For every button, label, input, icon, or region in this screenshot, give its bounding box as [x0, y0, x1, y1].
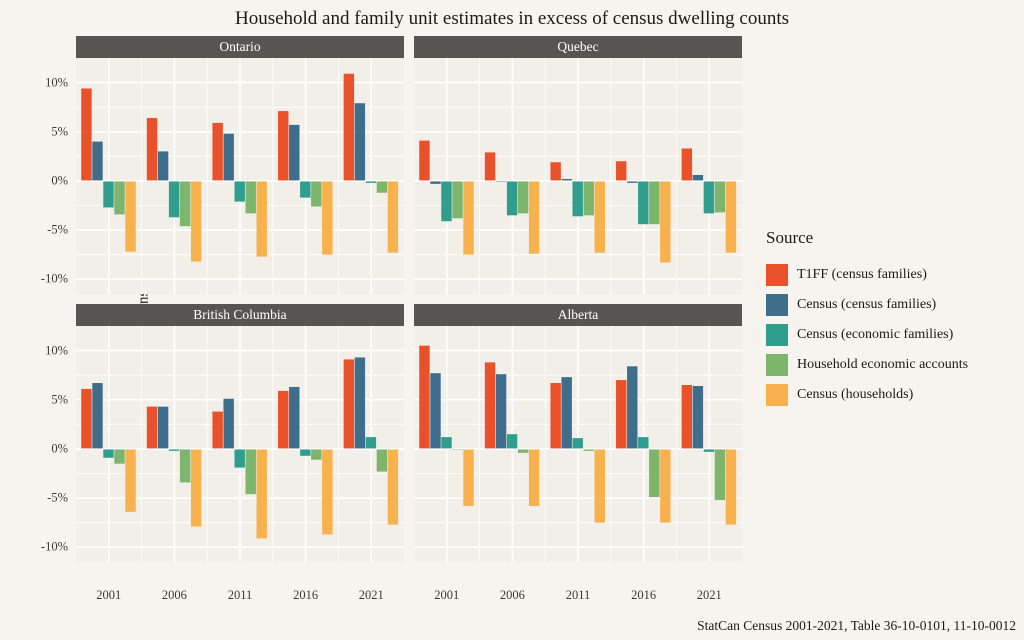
- bar: [561, 377, 571, 449]
- panel-plot-area: [76, 326, 404, 562]
- bar: [114, 181, 124, 214]
- bar: [584, 181, 594, 215]
- bar: [452, 181, 462, 218]
- bar: [234, 449, 244, 468]
- bar: [81, 389, 91, 449]
- bar: [529, 449, 539, 506]
- legend: [766, 228, 1016, 410]
- y-axis-tick-label: 5%: [51, 392, 68, 407]
- bar: [485, 362, 495, 449]
- x-axis-left-column: [76, 588, 404, 608]
- y-axis-tick-label: -10%: [40, 271, 68, 286]
- bar: [300, 181, 310, 198]
- legend-swatch-icon: [766, 384, 788, 406]
- panel-strip-label: Alberta: [414, 304, 742, 326]
- bar: [726, 181, 736, 253]
- bar: [103, 181, 113, 208]
- bar: [366, 437, 376, 449]
- bar: [550, 383, 560, 449]
- x-axis-tick-label: 2021: [358, 588, 384, 602]
- bar: [638, 437, 648, 449]
- bar: [289, 387, 299, 449]
- facet-grid: [76, 36, 742, 585]
- panel-svg: [414, 326, 742, 562]
- y-axis-tick-label: -10%: [40, 539, 68, 554]
- bar: [463, 449, 473, 506]
- bar: [715, 449, 725, 500]
- bar: [212, 412, 222, 449]
- bar: [638, 181, 648, 224]
- bar: [322, 181, 332, 255]
- bar: [388, 449, 398, 525]
- legend-title: Source: [766, 228, 814, 247]
- legend-item-label: Census (census families): [797, 297, 937, 312]
- bar: [344, 359, 354, 448]
- y-axis-bottom-row: [0, 326, 72, 562]
- bar: [158, 407, 168, 449]
- x-axis-tick-label: 2016: [631, 588, 657, 602]
- bar: [278, 391, 288, 449]
- bar: [430, 373, 440, 449]
- y-axis-tick-label: 0%: [51, 441, 68, 456]
- bar: [355, 103, 365, 181]
- x-axis-right-column: [414, 588, 742, 608]
- bar: [169, 181, 179, 217]
- panel-alberta: [414, 304, 742, 562]
- panel-svg: [76, 58, 404, 294]
- panel-strip-label: Ontario: [76, 36, 404, 58]
- x-axis-tick-label: 2011: [227, 588, 253, 602]
- x-axis-tick-label: 2006: [499, 588, 525, 602]
- bar: [223, 399, 233, 449]
- bar: [595, 181, 605, 253]
- bar: [441, 181, 451, 221]
- bar: [257, 181, 267, 257]
- bar: [660, 449, 670, 523]
- bar: [147, 118, 157, 181]
- bar: [419, 346, 429, 449]
- x-axis-tick-label: 2016: [293, 588, 319, 602]
- bar: [81, 88, 91, 180]
- bar: [507, 181, 517, 215]
- panel-ontario: [76, 36, 404, 294]
- bar: [114, 449, 124, 464]
- bar: [278, 111, 288, 181]
- bar: [616, 161, 626, 181]
- bar: [529, 181, 539, 254]
- y-axis-tick-label: 0%: [51, 173, 68, 188]
- bar: [223, 134, 233, 181]
- legend-item-label: Census (economic families): [797, 327, 954, 342]
- y-axis-tick-label: 10%: [45, 343, 68, 358]
- bar: [158, 151, 168, 181]
- legend-item[interactable]: [766, 290, 1016, 320]
- bar: [715, 181, 725, 212]
- y-axis-tick-label: -5%: [47, 222, 68, 237]
- bar: [234, 181, 244, 202]
- bar: [311, 449, 321, 460]
- bar: [180, 449, 190, 482]
- bar: [289, 125, 299, 181]
- panel-svg: [76, 326, 404, 562]
- bar: [344, 74, 354, 181]
- bar: [322, 449, 332, 535]
- bar: [704, 181, 714, 213]
- bar: [191, 449, 201, 527]
- bar: [693, 386, 703, 449]
- panel-plot-area: [76, 58, 404, 294]
- page-title: Household and family unit estimates in excess of census dwelling counts: [234, 8, 790, 29]
- bar: [191, 181, 201, 262]
- bar: [377, 449, 387, 472]
- bar: [311, 181, 321, 207]
- legend-swatch-icon: [766, 294, 788, 316]
- bar: [485, 152, 495, 181]
- bar: [212, 123, 222, 181]
- legend-item-label: Household economic accounts: [797, 357, 969, 372]
- bar: [550, 162, 560, 181]
- panel-plot-area: [414, 326, 742, 562]
- bar: [463, 181, 473, 255]
- legend-item[interactable]: [766, 350, 1016, 380]
- x-axis-tick-label: 2011: [565, 588, 591, 602]
- legend-item[interactable]: [766, 260, 1016, 290]
- bar: [300, 449, 310, 456]
- legend-item-label: Census (households): [797, 387, 914, 402]
- bar: [595, 449, 605, 523]
- bar: [616, 380, 626, 449]
- bar: [388, 181, 398, 253]
- legend-item[interactable]: [766, 320, 1016, 350]
- legend-swatch-icon: [766, 354, 788, 376]
- bar: [92, 142, 102, 181]
- y-axis-tick-label: -5%: [47, 490, 68, 505]
- y-axis-tick-label: 5%: [51, 124, 68, 139]
- panel-svg: [414, 58, 742, 294]
- bar: [419, 141, 429, 181]
- y-axis-top-row: [0, 58, 72, 294]
- panel-british-columbia: [76, 304, 404, 562]
- bar: [682, 385, 692, 449]
- bar: [627, 366, 637, 449]
- x-axis-tick-label: 2001: [96, 588, 122, 602]
- panel-strip-label: Quebec: [414, 36, 742, 58]
- bar: [518, 181, 528, 213]
- chart-caption: StatCan Census 2001-2021, Table 36-10-0101, 11-10-0012: [697, 618, 1016, 633]
- legend-item-label: T1FF (census families): [797, 267, 927, 282]
- bar: [507, 434, 517, 449]
- bar: [180, 181, 190, 226]
- bar: [572, 181, 582, 216]
- x-axis-tick-label: 2006: [161, 588, 187, 602]
- panel-plot-area: [414, 58, 742, 294]
- bar: [693, 175, 703, 181]
- bar: [92, 383, 102, 449]
- bar: [125, 449, 135, 512]
- bar: [246, 449, 256, 494]
- bar: [441, 437, 451, 449]
- legend-items: [766, 260, 1016, 410]
- bar: [355, 357, 365, 448]
- bar: [246, 181, 256, 213]
- bar: [257, 449, 267, 538]
- panel-strip-label: British Columbia: [76, 304, 404, 326]
- panel-quebec: [414, 36, 742, 294]
- bar: [682, 148, 692, 180]
- bar: [103, 449, 113, 458]
- x-axis-tick-label: 2001: [434, 588, 460, 602]
- bar: [649, 181, 659, 224]
- bar: [726, 449, 736, 525]
- bar: [572, 438, 582, 449]
- legend-item[interactable]: [766, 380, 1016, 410]
- bar: [496, 374, 506, 449]
- legend-swatch-icon: [766, 264, 788, 286]
- bar: [649, 449, 659, 497]
- legend-swatch-icon: [766, 324, 788, 346]
- bar: [147, 407, 157, 449]
- bar: [377, 181, 387, 193]
- bar: [660, 181, 670, 263]
- x-axis-tick-label: 2021: [696, 588, 722, 602]
- bar: [125, 181, 135, 252]
- y-axis-tick-label: 10%: [45, 75, 68, 90]
